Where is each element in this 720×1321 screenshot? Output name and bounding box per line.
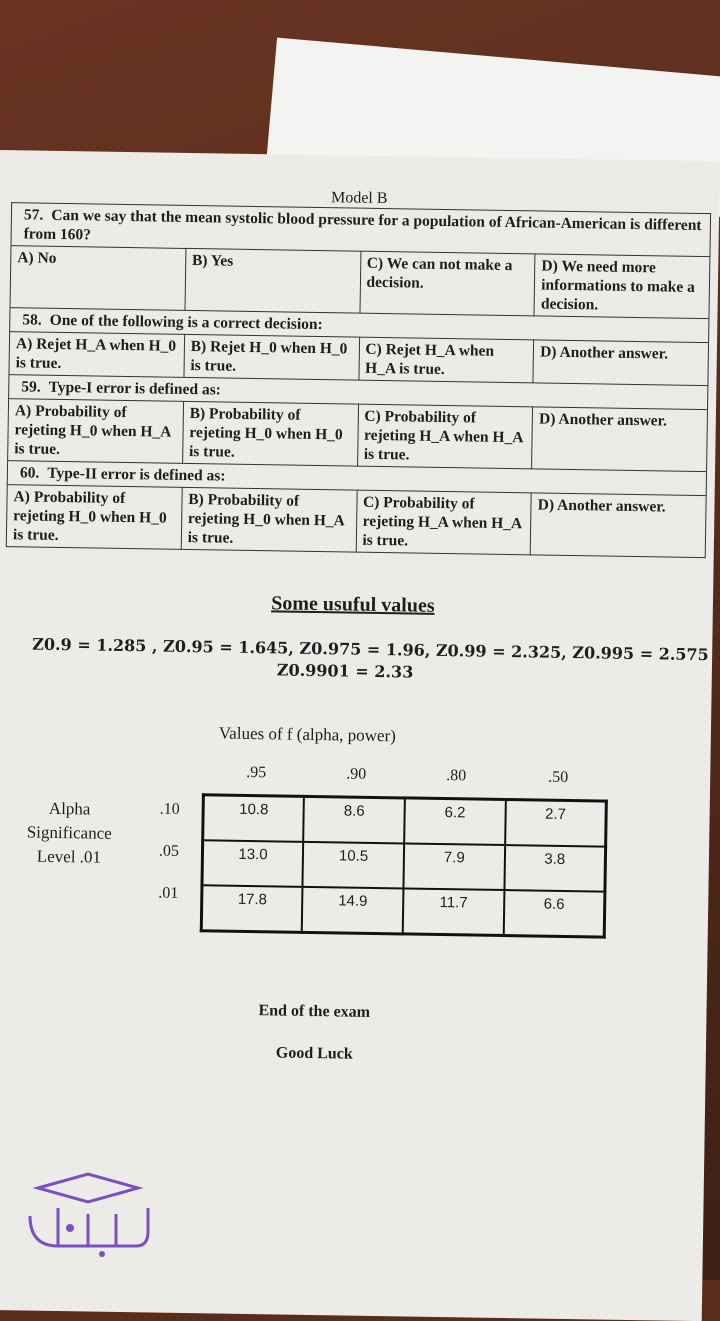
option-b: B) Yes: [185, 248, 361, 313]
alpha-value: .10: [159, 800, 180, 818]
logo-dot: [66, 1224, 74, 1232]
logo-dot: [99, 1251, 105, 1257]
table-cell: 3.8: [504, 845, 605, 892]
table-cell: 2.7: [505, 800, 606, 847]
option-d: D) We need more informations to make a decision.: [534, 254, 710, 319]
power-header: .50: [548, 768, 569, 787]
table-cell: 17.8: [201, 885, 302, 932]
power-header: .90: [346, 765, 367, 783]
table-cell: 11.7: [403, 888, 504, 935]
option-d: D) Another answer.: [530, 493, 706, 558]
alpha-side-label: Alpha Significance Level .01: [26, 798, 112, 867]
questions-table: [6, 202, 711, 558]
exam-page: [0, 150, 720, 1321]
z-values-line-1: Z0.9 = 1.285 , Z0.95 = 1.645, Z0.975 = 1.96, Z0.99 = 2.325, Z0.995 = 2.575: [32, 634, 709, 665]
question-text: One of the following is a correct decision:: [49, 311, 323, 334]
table-cell: 10.8: [203, 795, 304, 842]
power-header: .95: [246, 763, 267, 782]
tullabna-logo: [18, 1168, 158, 1258]
end-of-exam-text: End of the exam: [258, 1002, 371, 1021]
question-number: 58.: [22, 311, 42, 329]
question-text: Type-I error is defined as:: [48, 378, 221, 399]
option-a: A) Rejet H_A when H_0 is true.: [9, 332, 184, 378]
question-number: 59.: [21, 378, 41, 396]
table-row: [201, 885, 605, 937]
option-b: B) Probability of rejeting H_0 when H_0 is true.: [182, 401, 358, 466]
option-b: B) Rejet H_0 when H_0 is true.: [184, 334, 359, 380]
question-number: 57.: [23, 206, 44, 224]
useful-values-title: Some usuful values: [271, 592, 435, 617]
option-c: C) Rejet H_A when H_A is true.: [358, 337, 533, 383]
option-d: D) Another answer.: [533, 340, 708, 386]
question-text: Can we say that the mean systolic blood pressure for a population of African-American is different from 160?: [23, 206, 702, 244]
table-row: [202, 840, 606, 891]
alpha-value: .01: [158, 884, 179, 902]
option-c: C) Probability of rejeting H_A when H_A is true.: [356, 490, 532, 555]
option-d: D) Another answer.: [532, 407, 708, 472]
model-title: Model B: [330, 189, 388, 208]
table-cell: 6.6: [503, 890, 604, 937]
table-cell: 6.2: [404, 798, 505, 845]
table-row: [203, 795, 607, 847]
z-values-line-2: Z0.9901 = 2.33: [276, 660, 414, 682]
option-c: C) Probability of rejeting H_A when H_A is true.: [357, 404, 533, 469]
option-c: C) We can not make a decision.: [359, 251, 535, 316]
table-cell: 10.5: [303, 842, 404, 889]
option-a: A) Probability of rejeting H_0 when H_A is true.: [8, 399, 184, 464]
question-number: 60.: [19, 464, 40, 482]
good-luck-text: Good Luck: [275, 1044, 353, 1063]
table-cell: 8.6: [303, 796, 404, 843]
option-a: A) No: [10, 246, 186, 311]
table-cell: 7.9: [403, 843, 504, 890]
option-b: B) Probability of rejeting H_0 when H_A is true.: [181, 487, 357, 552]
power-table-title: Values of f (alpha, power): [218, 723, 397, 746]
table-cell: 13.0: [202, 840, 303, 887]
graduation-cap-icon: [38, 1174, 138, 1202]
power-header: .80: [446, 767, 467, 785]
power-values-table: [200, 793, 608, 938]
alpha-value: .05: [158, 842, 180, 860]
option-a: A) Probability of rejeting H_0 when H_0 is true.: [6, 485, 182, 550]
table-cell: 14.9: [302, 887, 403, 934]
question-text: Type-II error is defined as:: [47, 464, 226, 485]
